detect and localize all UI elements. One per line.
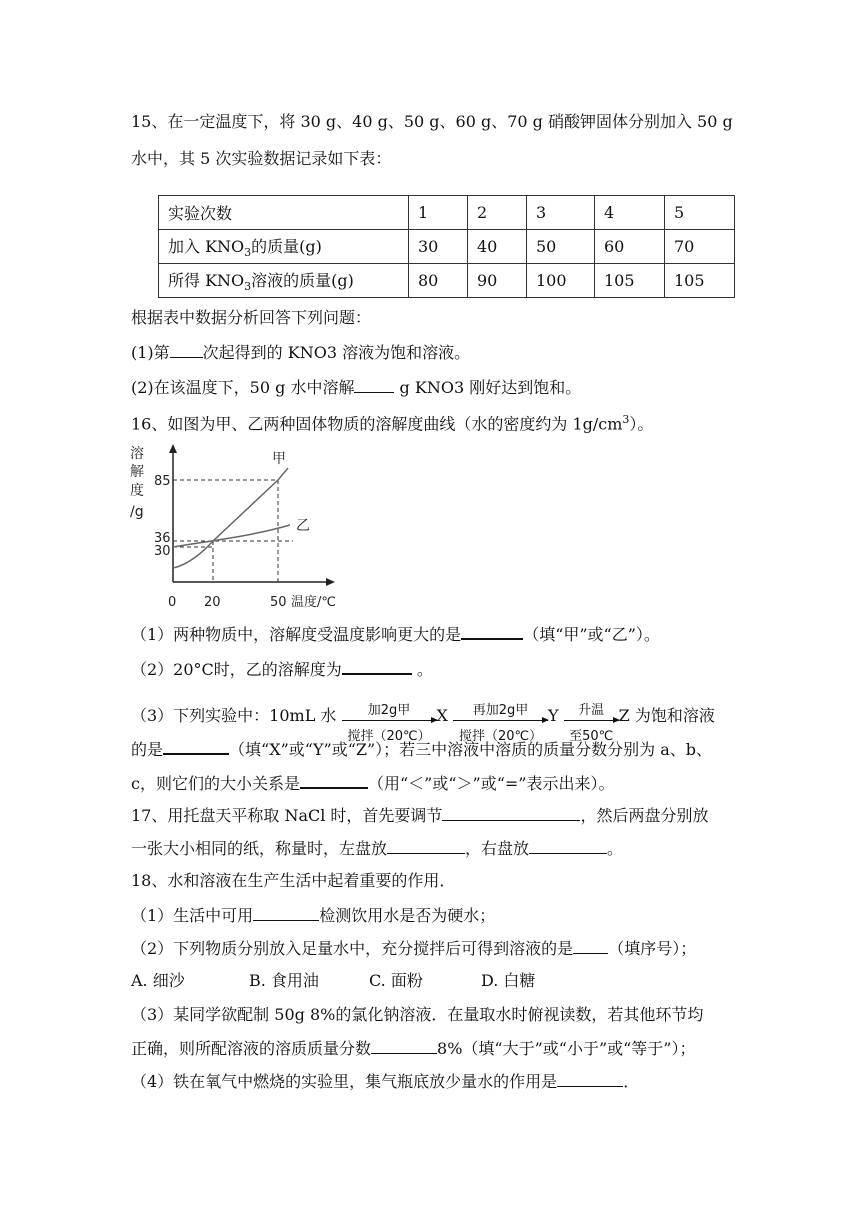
table-cell: 105 xyxy=(595,264,665,298)
answer-blank[interactable] xyxy=(300,771,368,789)
table-cell: 30 xyxy=(409,230,468,264)
answer-blank[interactable] xyxy=(342,657,412,675)
table-cell: 60 xyxy=(595,230,665,264)
table-cell: 90 xyxy=(468,264,527,298)
table-cell: 3 xyxy=(527,196,595,230)
table-cell: 所得 $KNO_3$溶液的质量(g) xyxy=(159,264,409,298)
q15-line2: 水中，其 5 次实验数据记录如下表： xyxy=(131,149,392,168)
table-cell: 50 xyxy=(527,230,595,264)
x-tick: 0 xyxy=(168,595,177,610)
x-axis-arrow xyxy=(326,578,335,586)
answer-blank[interactable] xyxy=(354,376,394,393)
q15-analysis: 根据表中数据分析回答下列问题： xyxy=(131,308,372,327)
reaction-arrow-3: 升温 至50℃ xyxy=(564,718,619,721)
q16-part2: （2）20°C时，乙的溶解度为 。 xyxy=(131,657,433,681)
q18-part4: （4）铁在氧气中燃烧的实验里，集气瓶底放少量水的作用是 ． xyxy=(131,1072,640,1091)
q16-title: 16、如图为甲、乙两种固体物质的溶解度曲线（水的密度约为 $1g/cm^3$）。 xyxy=(131,413,654,434)
curve-label-jia: 甲 xyxy=(272,451,286,467)
q18-title: 18、水和溶液在生产生活中起着重要的作用． xyxy=(131,871,456,890)
curve-jia xyxy=(173,468,288,568)
q18-part1: （1）生活中可用 检测饮用水是否为硬水； xyxy=(131,906,496,925)
table-cell: 4 xyxy=(595,196,665,230)
y-tick: 85 xyxy=(154,474,171,489)
q18-options xyxy=(131,970,535,992)
q18-part3-cont: 正确，则所配溶液的溶质质量分数 8%（填“大于”或“小于”或“等于”）； xyxy=(131,1039,696,1058)
label-y: Y xyxy=(548,706,559,725)
y-axis-arrow xyxy=(169,444,177,453)
kno3-table xyxy=(158,195,735,298)
table-cell: 40 xyxy=(468,230,527,264)
q15-part2: (2)在该温度下，50 g 水中溶解 g KNO3 刚好达到饱和。 xyxy=(131,378,582,397)
q16-part3-cont1: 的是 （填“X”或“Y”或“Z”）；若三中溶液中溶质的质量分数分别为 a、b、 xyxy=(131,737,712,761)
label-x: X xyxy=(436,706,448,725)
option-c: C. 面粉 xyxy=(369,971,423,990)
answer-blank[interactable] xyxy=(557,1070,623,1087)
answer-blank[interactable] xyxy=(461,622,523,640)
curve-yi xyxy=(173,525,290,547)
answer-blank[interactable] xyxy=(442,804,580,821)
y-axis-label: 解 xyxy=(130,464,144,480)
q17-line2: 一张大小相同的纸，称量时，左盘放 ，右盘放 。 xyxy=(131,839,624,858)
answer-blank[interactable] xyxy=(529,837,607,854)
answer-blank[interactable] xyxy=(371,1037,437,1054)
option-d: D. 白糖 xyxy=(481,971,536,990)
q18-part2: （2）下列物质分别放入足量水中，充分搅拌后可得到溶液的是 （填序号）； xyxy=(131,939,697,958)
table-cell: 100 xyxy=(527,264,595,298)
y-axis-label: 溶 xyxy=(130,446,144,462)
answer-blank[interactable] xyxy=(163,737,229,755)
y-tick: 30 xyxy=(154,544,171,559)
table-cell: 5 xyxy=(665,196,735,230)
table-cell: 加入 $KNO_3$的质量(g) xyxy=(159,230,409,264)
reaction-arrow-2: 再加2g甲 搅拌（20℃） xyxy=(453,718,548,721)
option-a: A. 细沙 xyxy=(131,971,185,990)
answer-blank[interactable] xyxy=(573,937,608,954)
table-cell: 实验次数 xyxy=(159,196,409,230)
x-tick: 20 xyxy=(204,595,221,610)
y-axis-label: /g xyxy=(130,504,144,520)
table-row xyxy=(159,196,735,230)
answer-blank[interactable] xyxy=(170,341,203,358)
x-tick: 50 xyxy=(270,595,287,610)
reaction-arrow-1: 加2g甲 搅拌（20℃） xyxy=(342,718,437,721)
table-cell: 1 xyxy=(409,196,468,230)
y-tick: 36 xyxy=(154,531,171,546)
option-b: B. 食用油 xyxy=(249,971,319,990)
answer-blank[interactable] xyxy=(387,837,465,854)
y-axis-label: 度 xyxy=(130,483,144,499)
solubility-graph xyxy=(128,440,348,615)
q16-part1: （1）两种物质中，溶解度受温度影响更大的是 （填“甲”或“乙”）。 xyxy=(131,622,660,646)
q15-part1: (1)第 次起得到的 KNO3 溶液为饱和溶液。 xyxy=(131,343,471,362)
answer-blank[interactable] xyxy=(253,904,319,921)
table-cell: 80 xyxy=(409,264,468,298)
q16-part3: （3）下列实验中：10mL 水 加2g甲 搅拌（20℃） X 再加2g甲 搅拌（20℃） Y 升温 至50℃ Z 为饱和溶液 xyxy=(131,703,715,744)
q16-part3-cont2: c，则它们的大小关系是 （用“＜”或“＞”或“=”表示出来）。 xyxy=(131,771,614,795)
q15-line1: 15、在一定温度下，将 30 g、40 g、50 g、60 g、70 g 硝酸钾固体分别加入 50 g xyxy=(131,112,733,131)
table-row xyxy=(159,230,735,264)
q17-line1: 17、用托盘天平称取 NaCl 时，首先要调节 ，然后两盘分别放 xyxy=(131,806,709,825)
curve-label-yi: 乙 xyxy=(296,518,310,534)
table-cell: 105 xyxy=(665,264,735,298)
table-row xyxy=(159,264,735,298)
table-cell: 70 xyxy=(665,230,735,264)
q18-part3: （3）某同学欲配制 50g 8%的氯化钠溶液．在量取水时俯视读数，若其他环节均 xyxy=(131,1005,704,1024)
table-cell: 2 xyxy=(468,196,527,230)
x-axis-label: 温度/℃ xyxy=(291,595,336,610)
